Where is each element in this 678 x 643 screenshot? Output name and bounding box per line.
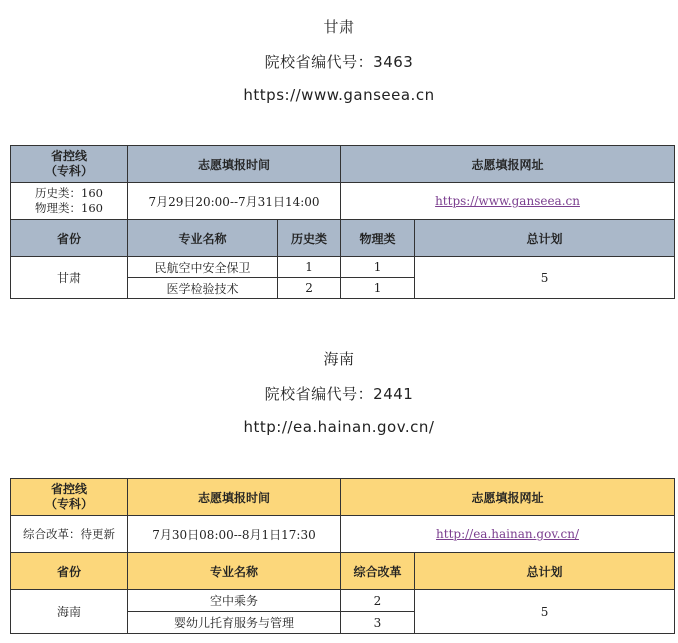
hainan-col-province: 省份 <box>11 553 128 590</box>
hainan-table <box>10 478 675 634</box>
table-row <box>11 257 675 278</box>
gansu-major-1: 民航空中安全保卫 <box>128 257 278 278</box>
gansu-physics-1: 1 <box>341 257 415 278</box>
gansu-history-1: 1 <box>278 257 341 278</box>
hainan-major-1: 空中乘务 <box>128 590 341 612</box>
hainan-code-line: 院校省编代号：2441 <box>264 385 414 403</box>
hainan-col-major: 专业名称 <box>128 553 341 590</box>
gansu-line-history: 历史类：160 <box>35 186 103 200</box>
gansu-col-total: 总计划 <box>415 220 675 257</box>
gansu-title: 甘肃 <box>323 18 355 36</box>
gansu-history-2: 2 <box>278 278 341 299</box>
hainan-total-cell: 5 <box>415 590 675 634</box>
hainan-col-total: 总计划 <box>415 553 675 590</box>
gansu-table <box>10 145 675 299</box>
gansu-header-line: 省控线 （专科） <box>11 146 128 183</box>
hainan-line-value: 综合改革：待更新 <box>11 516 128 553</box>
hainan-header-time: 志愿填报时间 <box>128 479 341 516</box>
gansu-code-line: 院校省编代号：3463 <box>264 53 414 71</box>
gansu-col-history: 历史类 <box>278 220 341 257</box>
gansu-line-physics: 物理类：160 <box>35 201 103 215</box>
gansu-time-value: 7月29日20:00--7月31日14:00 <box>128 183 341 220</box>
gansu-site-cell <box>341 183 675 220</box>
table-row <box>11 590 675 612</box>
hainan-reform-1: 2 <box>341 590 415 612</box>
gansu-col-physics: 物理类 <box>341 220 415 257</box>
hainan-header-line: 省控线 （专科） <box>11 479 128 516</box>
hainan-major-2: 婴幼儿托育服务与管理 <box>128 612 341 634</box>
gansu-col-major: 专业名称 <box>128 220 278 257</box>
gansu-province-cell: 甘肃 <box>11 257 128 299</box>
gansu-major-2: 医学检验技术 <box>128 278 278 299</box>
hainan-title: 海南 <box>323 350 355 368</box>
gansu-url-line: https://www.ganseea.cn <box>243 86 435 104</box>
gansu-header-site: 志愿填报网址 <box>341 146 675 183</box>
gansu-site-link[interactable]: https://www.ganseea.cn <box>435 194 580 208</box>
hainan-url-line: http://ea.hainan.gov.cn/ <box>243 418 435 436</box>
gansu-col-province: 省份 <box>11 220 128 257</box>
hainan-province-cell: 海南 <box>11 590 128 634</box>
hainan-site-cell <box>341 516 675 553</box>
hainan-col-reform: 综合改革 <box>341 553 415 590</box>
hainan-header-site: 志愿填报网址 <box>341 479 675 516</box>
hainan-reform-2: 3 <box>341 612 415 634</box>
gansu-line-values <box>11 183 128 220</box>
hainan-site-link[interactable]: http://ea.hainan.gov.cn/ <box>436 527 579 541</box>
gansu-total-cell: 5 <box>415 257 675 299</box>
gansu-physics-2: 1 <box>341 278 415 299</box>
hainan-time-value: 7月30日08:00--8月1日17:30 <box>128 516 341 553</box>
gansu-header-time: 志愿填报时间 <box>128 146 341 183</box>
